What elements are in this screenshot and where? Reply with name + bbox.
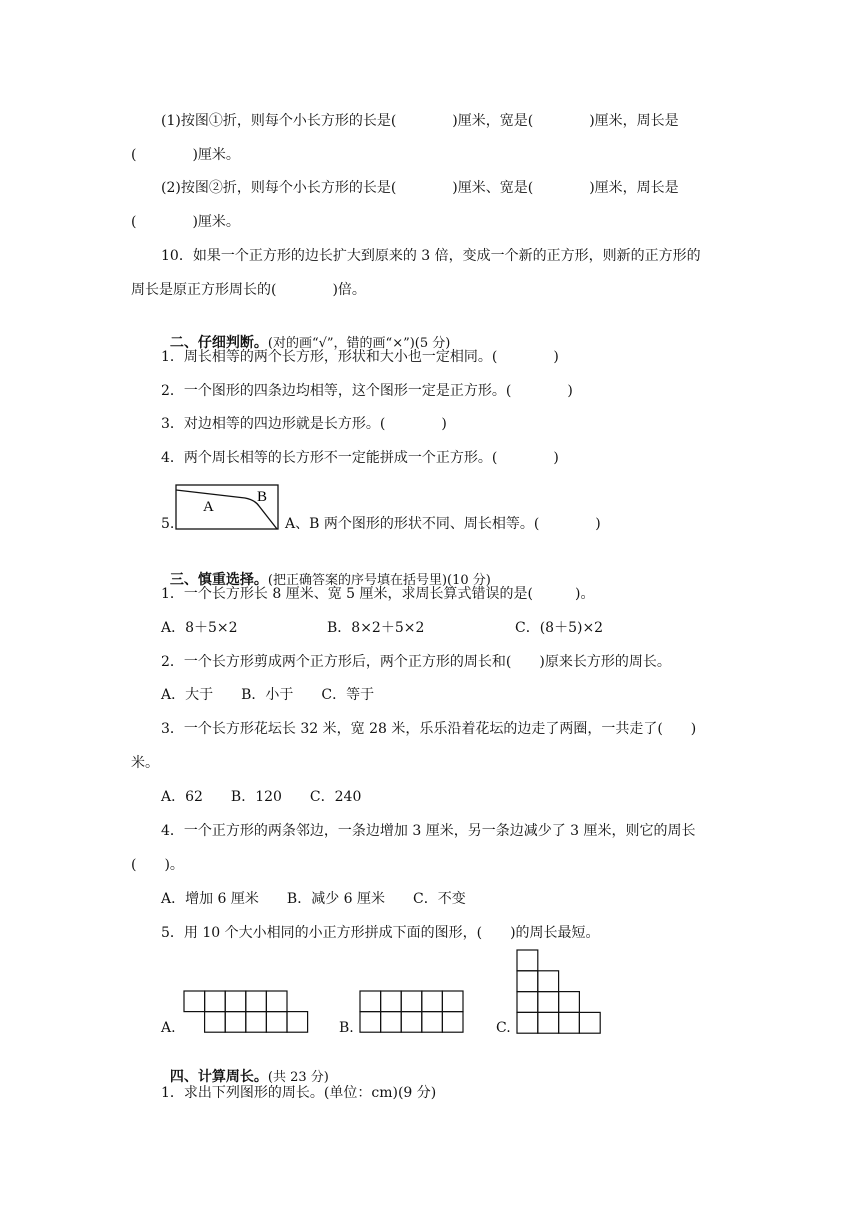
q10-line2: 周长是原正方形周长的( )倍。 [131, 282, 366, 298]
q10-line1: 10．如果一个正方形的边长扩大到原来的 3 倍，变成一个新的正方形，则新的正方形的 [161, 248, 701, 264]
figure-label-a: A [203, 499, 214, 515]
s2-item-5-figure [175, 484, 279, 530]
section4-heading [161, 1047, 329, 1088]
s3-item-1-option-a: A．8＋5×2 [161, 620, 238, 636]
s2-item-3: 3．对边相等的四边形就是长方形。( ) [161, 416, 447, 432]
s3-item-4-options: A．增加 6 厘米 B．减少 6 厘米 C．不变 [161, 891, 466, 907]
s3-item-5-figure-c [516, 949, 604, 1035]
q9-part2-line1: (2)按图②折，则每个小长方形的长是( )厘米、宽是( )厘米，周长是 [161, 180, 679, 196]
s3-item-2: 2．一个长方形剪成两个正方形后，两个正方形的周长和( )原来长方形的周长。 [161, 654, 671, 670]
figure-label-b: B [257, 489, 268, 505]
q9-part1-line1: (1)按图①折，则每个小长方形的长是( )厘米，宽是( )厘米，周长是 [161, 113, 679, 129]
s3-item-5-label-b: B. [339, 1020, 354, 1036]
s2-item-5-number: 5. [161, 516, 175, 532]
s3-item-4-line1: 4．一个正方形的两条邻边，一条边增加 3 厘米，另一条边减少了 3 厘米，则它的周长 [161, 823, 696, 839]
s2-item-4: 4．两个周长相等的长方形不一定能拼成一个正方形。( ) [161, 450, 559, 466]
s3-item-1: 1．一个长方形长 8 厘米、宽 5 厘米，求周长算式错误的是( )。 [161, 586, 595, 602]
s3-item-3-line1: 3．一个长方形花坛长 32 米，宽 28 米，乐乐沿着花坛的边走了两圈，一共走了( ) [161, 721, 697, 737]
s3-item-5-label-c: C. [496, 1020, 511, 1036]
s3-item-5: 5．用 10 个大小相同的小正方形拼成下面的图形，( )的周长最短。 [161, 925, 600, 941]
s2-item-1: 1．周长相等的两个长方形，形状和大小也一定相同。( ) [161, 349, 559, 365]
section3-note: (把正确答案的序号填在括号里)(10 分) [267, 573, 491, 588]
s3-item-3-options: A．62 B．120 C．240 [161, 789, 362, 805]
section2-note: (对的画“√”，错的画“×”)(5 分) [267, 336, 451, 351]
s3-item-5-figure-a [183, 990, 309, 1034]
s2-item-5-text: A、B 两个图形的形状不同、周长相等。( ) [285, 516, 601, 532]
s3-item-5-figure-b [359, 990, 465, 1034]
s2-item-2: 2．一个图形的四条边均相等，这个图形一定是正方形。( ) [161, 383, 573, 399]
s3-item-1-option-b: B．8×2＋5×2 [327, 620, 425, 636]
section2-title: 二、仔细判断。 [169, 335, 268, 351]
s4-item-1: 1．求出下列图形的周长。(单位：cm)(9 分) [161, 1085, 437, 1101]
section4-title: 四、计算周长。 [169, 1069, 268, 1085]
s3-item-4-line2: ( )。 [131, 857, 184, 873]
s3-item-3-line2: 米。 [131, 755, 159, 771]
q9-part1-line2: ( )厘米。 [131, 147, 240, 163]
s3-item-2-options: A．大于 B．小于 C．等于 [161, 687, 375, 703]
section4-note: (共 23 分) [267, 1070, 329, 1085]
s3-item-1-option-c: C．(8＋5)×2 [515, 620, 604, 636]
q9-part2-line2: ( )厘米。 [131, 214, 240, 230]
section3-title: 三、慎重选择。 [169, 572, 268, 588]
s3-item-5-label-a: A. [161, 1020, 176, 1036]
